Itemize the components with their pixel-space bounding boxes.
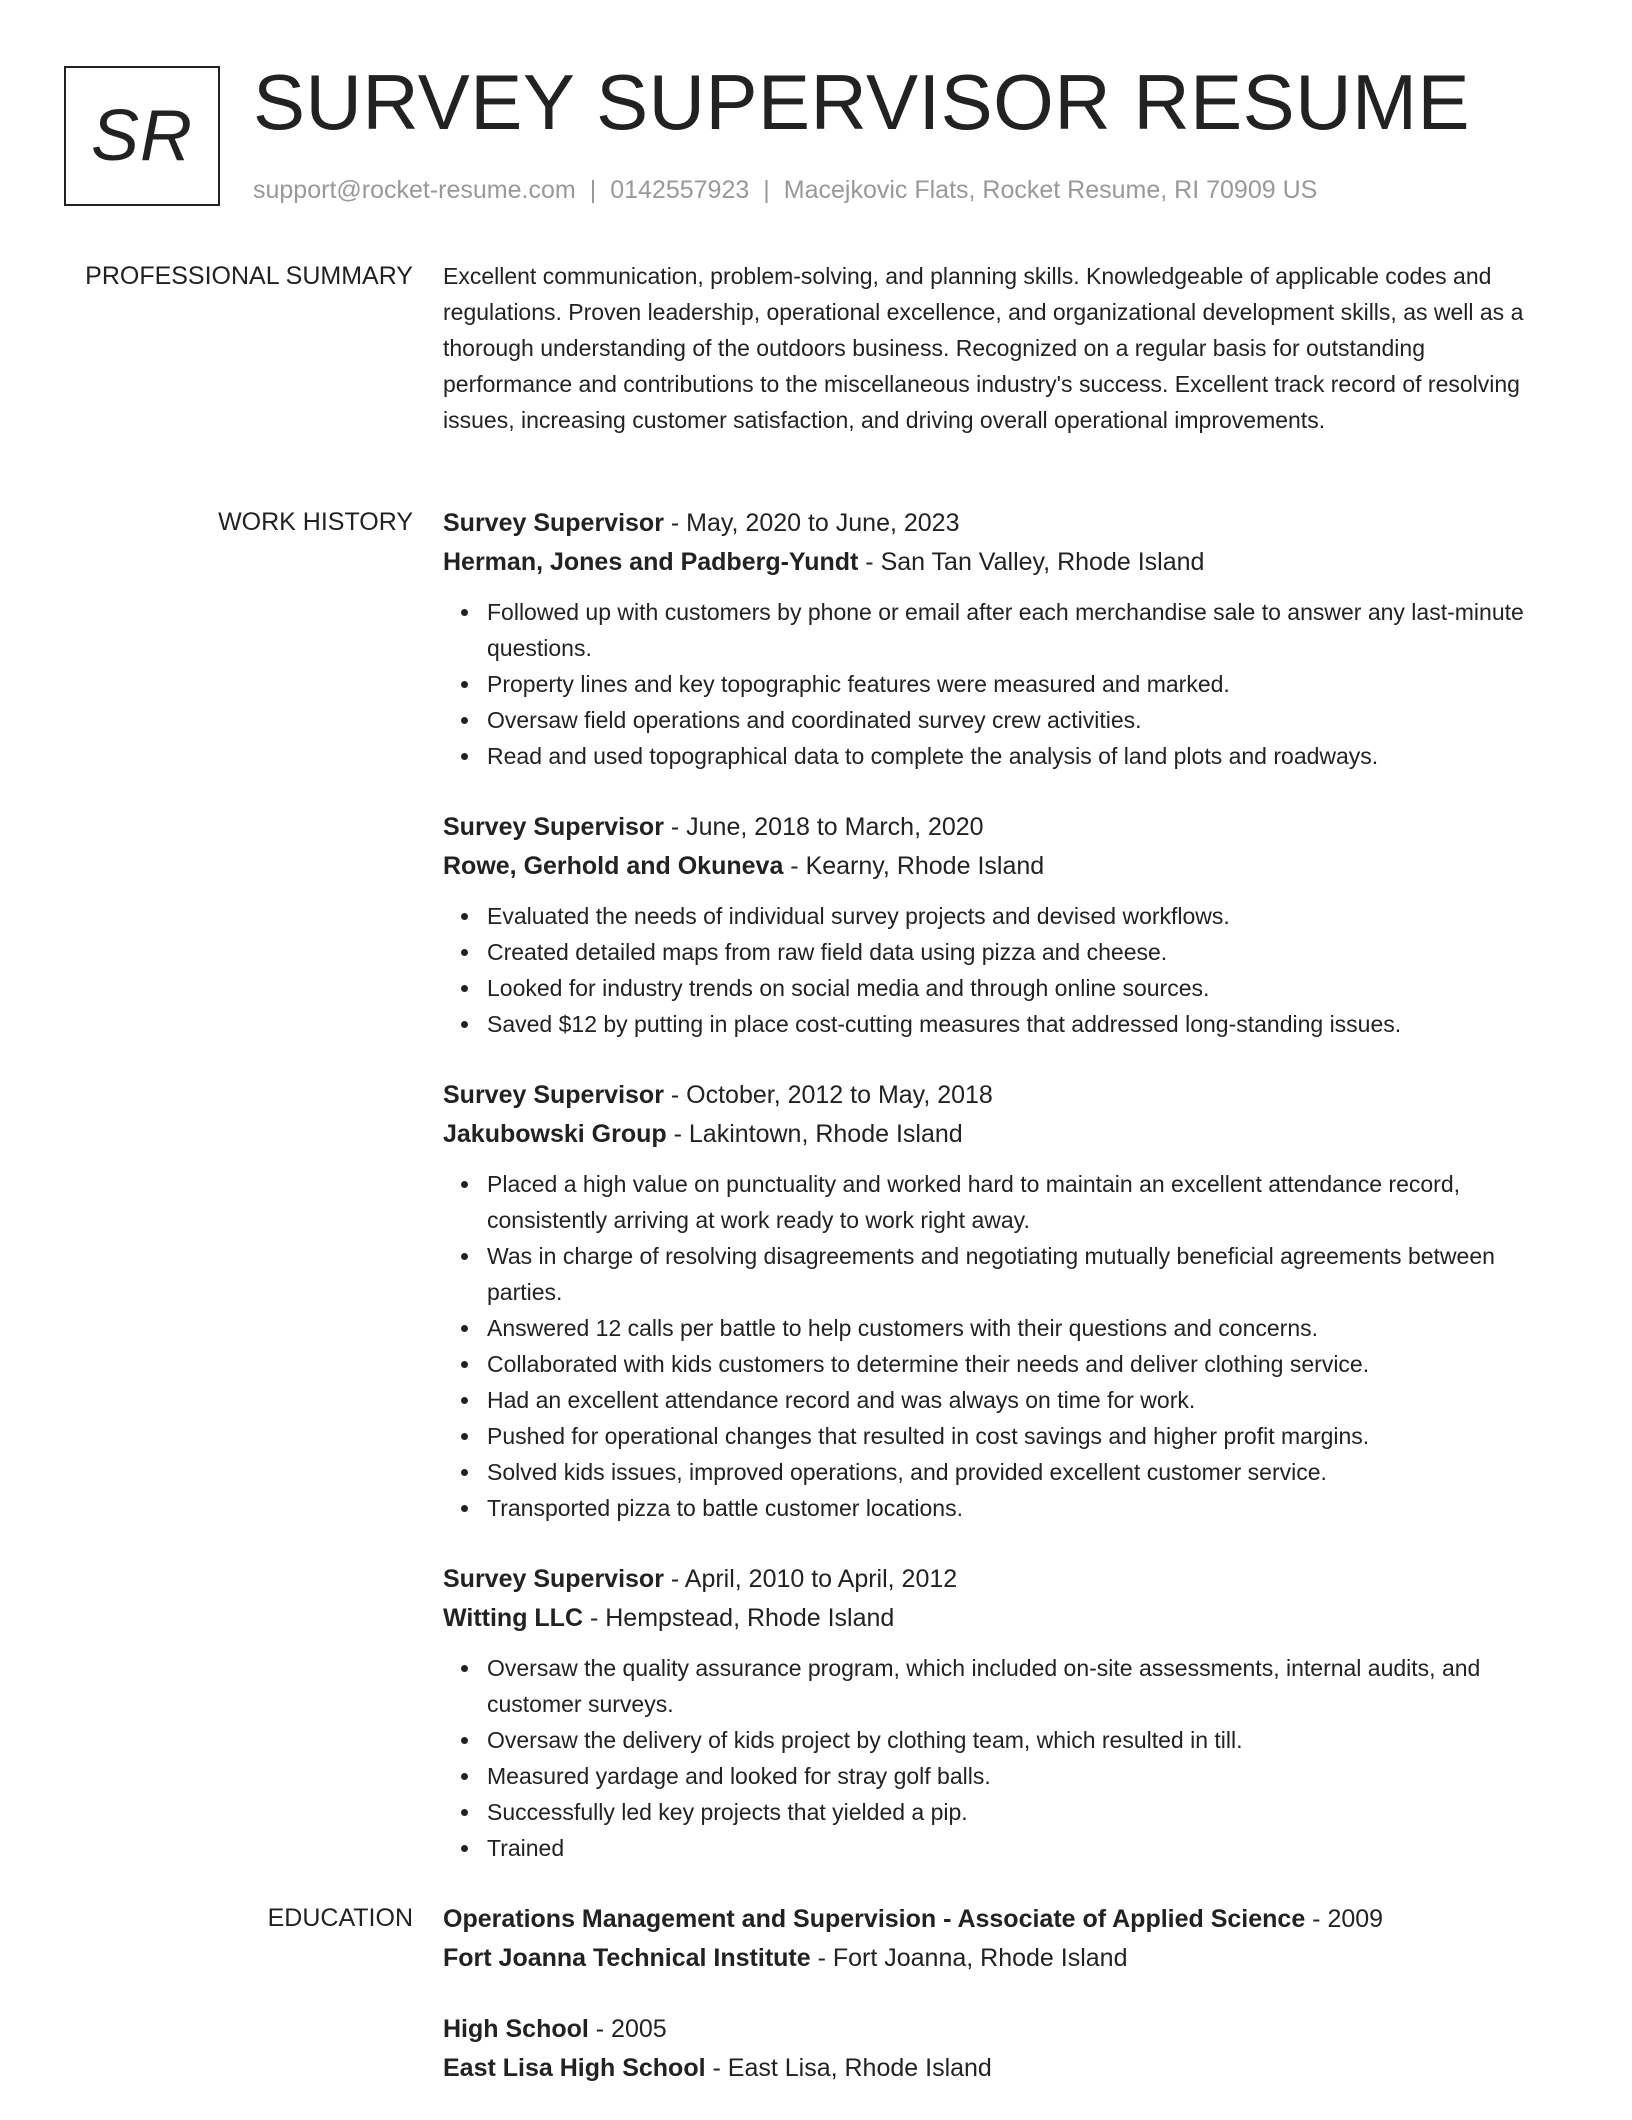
job-entry bbox=[443, 504, 1555, 774]
summary-text: Excellent communication, problem-solving, and planning skills. Knowledgeable of applicable codes and regulations. Proven leadership, operational excellence, and organizational development skills, as well as a thorough understanding of the outdoors business. Recognized on a regular basis for outstanding performance and contributions to the miscellaneous industry's success. Excellent track record of resolving issues, increasing customer satisfaction, and driving overall operational improvements. bbox=[443, 263, 1524, 433]
education-heading bbox=[443, 1900, 1555, 1939]
job-duties bbox=[443, 594, 1555, 774]
summary-label: PROFESSIONAL SUMMARY bbox=[85, 262, 413, 290]
school-name: Fort Joanna Technical Institute bbox=[443, 1944, 811, 1972]
duty-item: Looked for industry trends on social media and through online sources. bbox=[487, 970, 1555, 1006]
job-heading bbox=[443, 504, 1555, 543]
school-location: - East Lisa, Rhode Island bbox=[705, 2054, 992, 2082]
duty-item: Read and used topographical data to complete the analysis of land plots and roadways. bbox=[487, 738, 1555, 774]
education-school bbox=[443, 2049, 1555, 2088]
job-duties bbox=[443, 1166, 1555, 1526]
company-location: - Hempstead, Rhode Island bbox=[583, 1604, 895, 1632]
education-label: EDUCATION bbox=[267, 1904, 413, 1932]
company-location: - San Tan Valley, Rhode Island bbox=[858, 548, 1205, 576]
job-employer bbox=[443, 1115, 1555, 1154]
graduation-year: - 2009 bbox=[1305, 1905, 1384, 1933]
contact-line bbox=[253, 172, 1317, 208]
job-duties bbox=[443, 1650, 1555, 1866]
duty-item: Solved kids issues, improved operations, and provided excellent customer service. bbox=[487, 1454, 1555, 1490]
company-location: - Kearny, Rhode Island bbox=[783, 852, 1045, 880]
education-entry bbox=[443, 1900, 1555, 1978]
work-history-label: WORK HISTORY bbox=[218, 508, 413, 536]
duty-item: Followed up with customers by phone or email after each merchandise sale to answer any last-minute questions. bbox=[487, 594, 1555, 666]
job-heading bbox=[443, 808, 1555, 847]
company-name: Rowe, Gerhold and Okuneva bbox=[443, 852, 784, 880]
duty-item: Transported pizza to battle customer locations. bbox=[487, 1490, 1555, 1526]
duty-item: Pushed for operational changes that resulted in cost savings and higher profit margins. bbox=[487, 1418, 1555, 1454]
degree-name: High School bbox=[443, 2015, 589, 2043]
initials-monogram: SR bbox=[64, 66, 220, 206]
education-school bbox=[443, 1939, 1555, 1978]
duty-item: Created detailed maps from raw field data using pizza and cheese. bbox=[487, 934, 1555, 970]
contact-email: support@rocket-resume.com bbox=[253, 176, 576, 204]
job-title: Survey Supervisor bbox=[443, 813, 664, 841]
duty-item: Oversaw field operations and coordinated survey crew activities. bbox=[487, 702, 1555, 738]
job-dates: - October, 2012 to May, 2018 bbox=[663, 1081, 993, 1109]
duty-item: Evaluated the needs of individual survey projects and devised workflows. bbox=[487, 898, 1555, 934]
job-employer bbox=[443, 543, 1555, 582]
job-employer bbox=[443, 1599, 1555, 1638]
duty-item: Placed a high value on punctuality and worked hard to maintain an excellent attendance record, consistently arriving at work ready to work right away. bbox=[487, 1166, 1555, 1238]
school-name: East Lisa High School bbox=[443, 2054, 706, 2082]
duty-item: Was in charge of resolving disagreements and negotiating mutually beneficial agreements between parties. bbox=[487, 1238, 1555, 1310]
contact-phone: 0142557923 bbox=[610, 176, 750, 204]
job-heading bbox=[443, 1560, 1555, 1599]
company-name: Jakubowski Group bbox=[443, 1120, 667, 1148]
duty-item: Answered 12 calls per battle to help customers with their questions and concerns. bbox=[487, 1310, 1555, 1346]
resume-title: SURVEY SUPERVISOR RESUME bbox=[253, 58, 1471, 146]
job-duties bbox=[443, 898, 1555, 1042]
job-dates: - June, 2018 to March, 2020 bbox=[663, 813, 984, 841]
degree-name: Operations Management and Supervision - Associate of Applied Science bbox=[443, 1905, 1306, 1933]
graduation-year: - 2005 bbox=[588, 2015, 667, 2043]
job-title: Survey Supervisor bbox=[443, 1081, 664, 1109]
job-heading bbox=[443, 1076, 1555, 1115]
duty-item: Oversaw the quality assurance program, which included on-site assessments, internal audits, and customer surveys. bbox=[487, 1650, 1555, 1722]
summary-body bbox=[443, 258, 1555, 438]
duty-item: Saved $12 by putting in place cost-cutting measures that addressed long-standing issues. bbox=[487, 1006, 1555, 1042]
education-list bbox=[443, 1900, 1555, 2120]
job-employer bbox=[443, 847, 1555, 886]
duty-item: Successfully led key projects that yielded a pip. bbox=[487, 1794, 1555, 1830]
duty-item: Measured yardage and looked for stray golf balls. bbox=[487, 1758, 1555, 1794]
duty-item: Had an excellent attendance record and was always on time for work. bbox=[487, 1382, 1555, 1418]
duty-item: Trained bbox=[487, 1830, 1555, 1866]
work-history-list bbox=[443, 504, 1555, 1900]
contact-separator: | bbox=[589, 176, 597, 204]
duty-item: Collaborated with kids customers to determine their needs and deliver clothing service. bbox=[487, 1346, 1555, 1382]
duty-item: Oversaw the delivery of kids project by clothing team, which resulted in till. bbox=[487, 1722, 1555, 1758]
job-title: Survey Supervisor bbox=[443, 509, 664, 537]
job-title: Survey Supervisor bbox=[443, 1565, 664, 1593]
education-entry bbox=[443, 2010, 1555, 2088]
education-heading bbox=[443, 2010, 1555, 2049]
job-entry bbox=[443, 1560, 1555, 1866]
company-location: - Lakintown, Rhode Island bbox=[666, 1120, 963, 1148]
company-name: Herman, Jones and Padberg-Yundt bbox=[443, 548, 859, 576]
job-entry bbox=[443, 1076, 1555, 1526]
duty-item: Property lines and key topographic features were measured and marked. bbox=[487, 666, 1555, 702]
job-entry bbox=[443, 808, 1555, 1042]
job-dates: - May, 2020 to June, 2023 bbox=[663, 509, 960, 537]
contact-separator: | bbox=[763, 176, 770, 204]
school-location: - Fort Joanna, Rhode Island bbox=[810, 1944, 1128, 1972]
company-name: Witting LLC bbox=[443, 1604, 584, 1632]
contact-address: Macejkovic Flats, Rocket Resume, RI 70909 US bbox=[783, 176, 1318, 204]
job-dates: - April, 2010 to April, 2012 bbox=[663, 1565, 958, 1593]
